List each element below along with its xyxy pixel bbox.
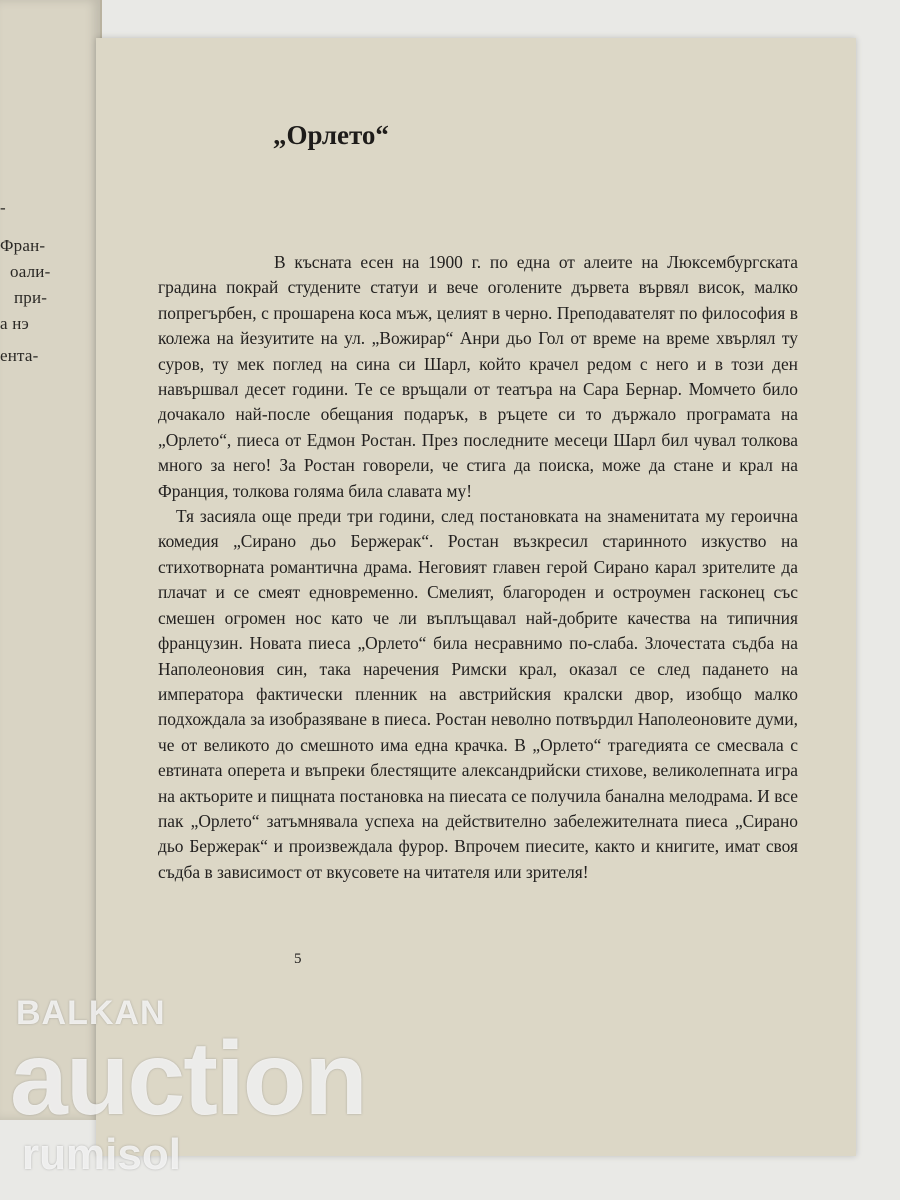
page-number: 5 bbox=[294, 951, 302, 967]
left-page-fragment: - bbox=[0, 198, 6, 217]
left-page-fragment: оали- bbox=[10, 262, 51, 281]
left-page-fragment: ента- bbox=[0, 346, 39, 365]
book-page bbox=[96, 38, 856, 1156]
paragraph-2: Тя засияла още преди три години, след постановката на знаменитата му героична комедия „Сирано дьо Бержерак“. Ростан възкресил старинното изкуство на стихотворната романтична драма. Неговият главен герой Сирано карал зрителите да плачат и се смеят едновременно. Смелият, благороден и остроумен гасконец със смешен огромен нос като че ли въплъщавал най-добрите качества на типичния французин. Новата пиеса „Орлето“ била несравнимо по-слаба. Злочестата съдба на Наполеоновия син, така наречения Римски крал, оказал се след падането на императора фактически пленник на австрийския кралски двор, изобщо малко подхождала за изобразяване в пиеса. Ростан неволно потвърдил Наполеоновите думи, че от великото до смешното има една крачка. В „Орлето“ трагедията се смесвала с евтината оперета и въпреки блестящите александрийски стихове, великолепната игра на актьорите и пищната постановка на пиесата се получила банална мелодрама. И все пак „Орлето“ затъмнявала успеха на действително забележителната пиеса „Сирано дьо Бержерак“ и произвеждала фурор. Впрочем пиесите, както и книгите, имат своя съдба в зависимост от вкусовете на читателя или зрителя! bbox=[158, 506, 798, 882]
left-page-fragment: а нэ bbox=[0, 314, 29, 333]
left-page-fragment: при- bbox=[14, 288, 48, 307]
left-page-edge bbox=[0, 0, 102, 1120]
left-page-fragment: Фран- bbox=[0, 236, 46, 255]
paragraph-1: В късната есен на 1900 г. по една от алеите на Люксембургската градина покрай студените статуи и вече оголените дървета вървял висок, малко попрегърбен, с прошарена коса мъж, целият в черно. Преподавателят по философия в колежа на йезуитите на ул. „Вожирар“ Анри дьо Гол от време на време хвърлял ту суров, ту мек поглед на сина си Шарл, който крачел редом с него и в този ден навършвал десет години. Те се връщали от театъра на Сара Бернар. Момчето било дочакало най-после обещания подарък, в ръцете си то държало програмата на „Орлето“, пиеса от Едмон Ростан. През последните месеци Шарл бил чувал толкова много за него! За Ростан говорели, че стига да поиска, може да стане и крал на Франция, толкова голяма била славата му! bbox=[158, 252, 798, 501]
watermark-sub: rumisol bbox=[22, 1130, 181, 1179]
chapter-title: „Орлето“ bbox=[273, 120, 389, 150]
watermark-brand: BALKAN bbox=[16, 994, 166, 1032]
body-text bbox=[158, 250, 798, 885]
watermark-main: auction bbox=[10, 1021, 366, 1137]
